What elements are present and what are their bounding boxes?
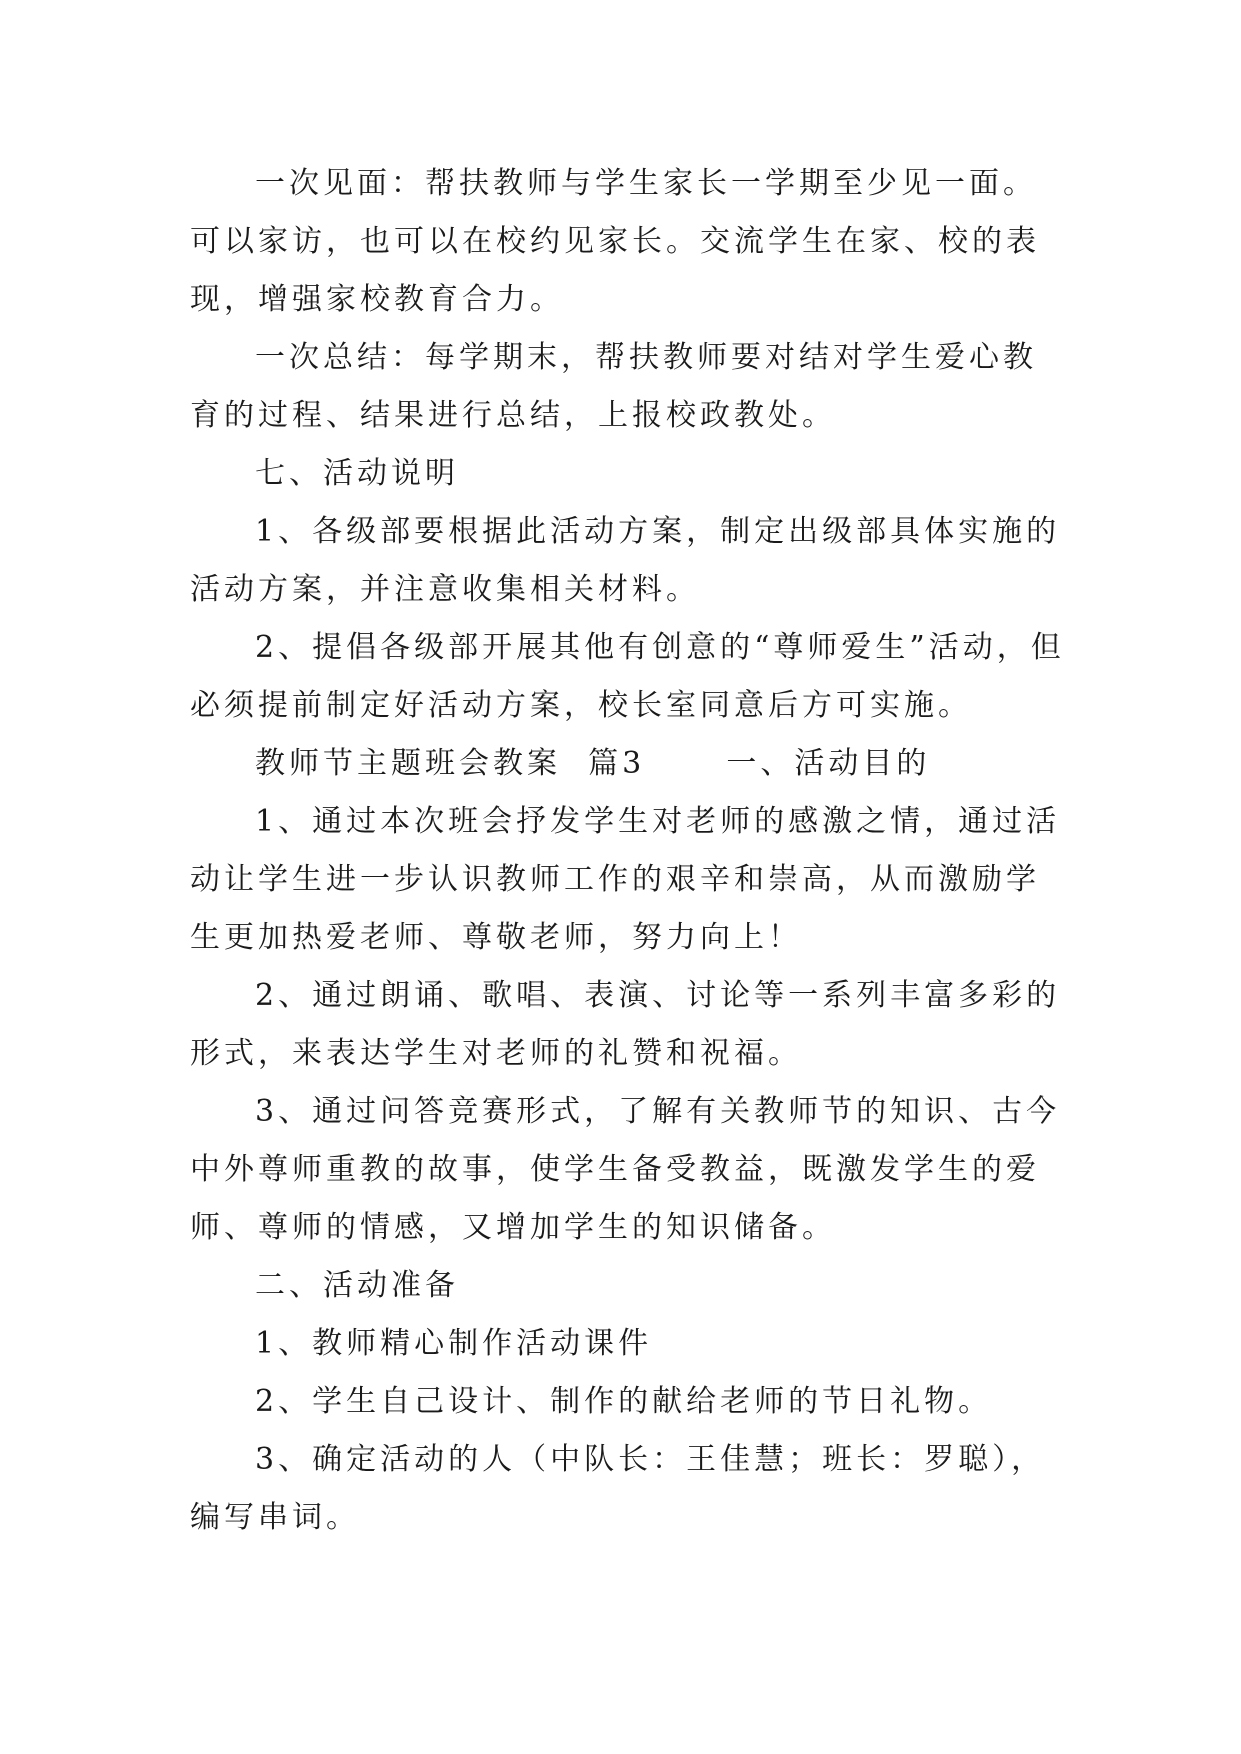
heading-activity-notes: 七、活动说明 (255, 456, 459, 491)
paragraph-note-1: 1、各级部要根据此活动方案，制定出级部具体实施的活动方案，并注意收集相关材料。 (190, 514, 1061, 607)
document-page (190, 155, 1065, 1547)
paragraph-goal-2: 2、通过朗诵、歌唱、表演、讨论等一系列丰富多彩的形式，来表达学生对老师的礼赞和祝福。 (190, 978, 1061, 1071)
paragraph-meeting: 一次见面：帮扶教师与学生家长一学期至少见一面。可以家访，也可以在校约见家长。交流学生在家、校的表现，增强家校教育合力。 (190, 166, 1040, 317)
paragraph-goal-1: 1、通过本次班会抒发学生对老师的感激之情，通过活动让学生进一步认识教师工作的艰辛和崇高，从而激励学生更加热爱老师、尊敬老师，努力向上！ (190, 804, 1061, 955)
paragraph-summary: 一次总结：每学期末，帮扶教师要对结对学生爱心教育的过程、结果进行总结，上报校政教处。 (190, 340, 1037, 433)
paragraph-prep-3: 3、确定活动的人（中队长：王佳慧；班长：罗聪），编写串词。 (190, 1442, 1046, 1535)
paragraph-note-2: 2、提倡各级部开展其他有创意的“尊师爱生”活动，但必须提前制定好活动方案，校长室同意后方可实施。 (190, 630, 1065, 723)
heading-lesson-plan-3: 教师节主题班会教案 篇3 一、活动目的 (255, 746, 931, 781)
paragraph-prep-1: 1、教师精心制作活动课件 (255, 1326, 653, 1361)
heading-preparation: 二、活动准备 (255, 1268, 459, 1303)
paragraph-goal-3: 3、通过问答竞赛形式，了解有关教师节的知识、古今中外尊师重教的故事，使学生备受教益，既激发学生的爱师、尊师的情感，又增加学生的知识储备。 (190, 1094, 1061, 1245)
paragraph-prep-2: 2、学生自己设计、制作的献给老师的节日礼物。 (255, 1384, 993, 1419)
